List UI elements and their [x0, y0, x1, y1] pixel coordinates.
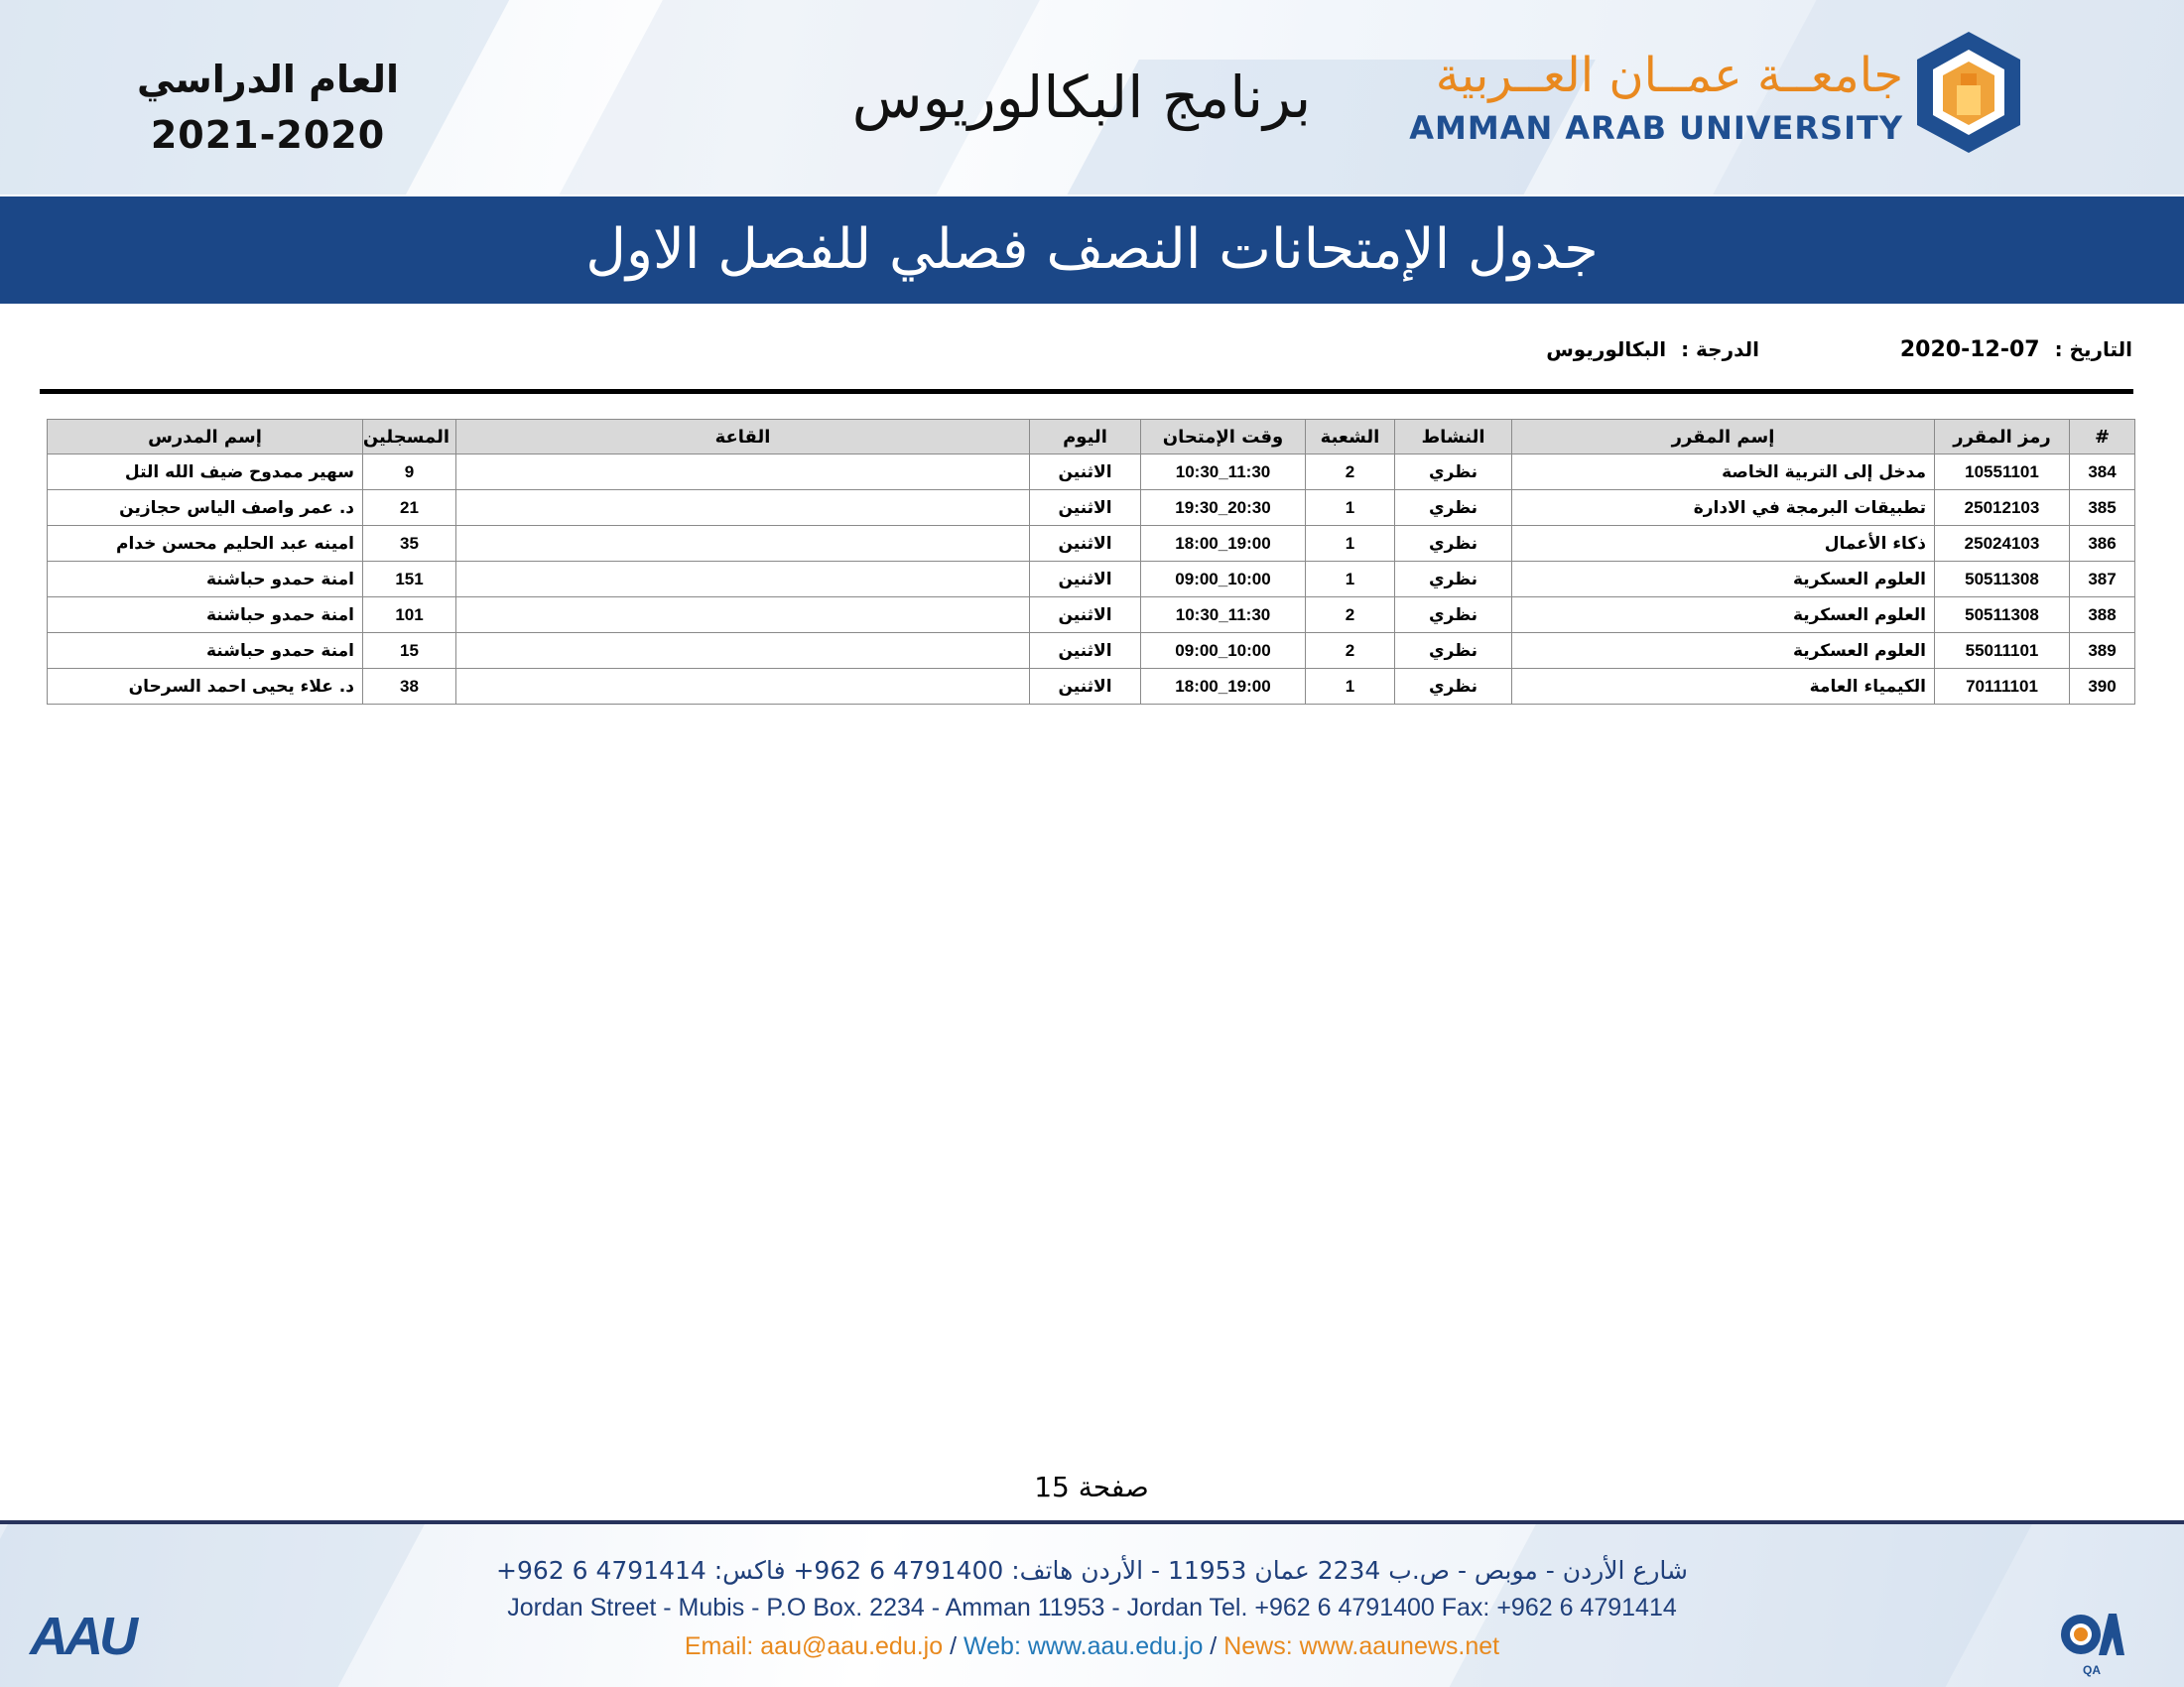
cell-instructor: امنة حمدو حباشنة	[48, 633, 363, 669]
cell-course-name: مدخل إلى التربية الخاصة	[1512, 454, 1935, 490]
degree-value: البكالوريوس	[1546, 337, 1667, 361]
cell-hall	[456, 454, 1030, 490]
table-row	[48, 597, 2135, 633]
university-name-ar: جامعــة عمــان العــربية	[1435, 48, 1903, 103]
col-header-enrolled: المسجلين	[363, 420, 456, 454]
cell-activity: نظري	[1395, 526, 1512, 562]
cell-hall	[456, 562, 1030, 597]
cell-enrolled: 101	[363, 597, 456, 633]
table-row	[48, 633, 2135, 669]
cell-enrolled: 21	[363, 490, 456, 526]
academic-year-range: 2021-2020	[150, 113, 386, 157]
cell-activity: نظري	[1395, 633, 1512, 669]
cell-day: الاثنين	[1030, 490, 1141, 526]
col-header-number: #	[2070, 420, 2135, 454]
cell-day: الاثنين	[1030, 562, 1141, 597]
academic-year	[119, 52, 417, 163]
cell-number: 388	[2070, 597, 2135, 633]
university-logo	[1409, 28, 2114, 157]
cell-course-code: 25012103	[1935, 490, 2070, 526]
footer-address-ar: شارع الأردن - موبص - ص.ب 2234 عمان 11953 - الأردن هاتف: 4791400 6 962+ فاكس: 4791414 6 962+	[495, 1556, 1688, 1585]
qa-logo-text: QA	[2083, 1663, 2101, 1677]
cell-course-code: 70111101	[1935, 669, 2070, 705]
cell-exam-time: 09:00_10:00	[1141, 562, 1306, 597]
cell-enrolled: 15	[363, 633, 456, 669]
cell-course-name: العلوم العسكرية	[1512, 562, 1935, 597]
degree-field	[1546, 337, 1759, 361]
exam-schedule-table	[47, 419, 2135, 705]
cell-exam-time: 19:30_20:30	[1141, 490, 1306, 526]
table-row	[48, 454, 2135, 490]
footer-address-en: Jordan Street - Mubis - P.O Box. 2234 - Amman 11953 - Jordan Tel. +962 6 4791400 Fax: +962 6 4791414	[507, 1594, 1677, 1622]
col-header-section: الشعبة	[1306, 420, 1395, 454]
cell-day: الاثنين	[1030, 597, 1141, 633]
table-row	[48, 490, 2135, 526]
cell-course-name: العلوم العسكرية	[1512, 597, 1935, 633]
col-header-instructor: إسم المدرس	[48, 420, 363, 454]
cell-course-name: ذكاء الأعمال	[1512, 526, 1935, 562]
col-header-course-code: رمز المقرر	[1935, 420, 2070, 454]
cell-hall	[456, 633, 1030, 669]
cell-activity: نظري	[1395, 454, 1512, 490]
cell-day: الاثنين	[1030, 633, 1141, 669]
cell-enrolled: 9	[363, 454, 456, 490]
qa-badge-icon	[2059, 1608, 2124, 1661]
cell-hall	[456, 526, 1030, 562]
cell-number: 389	[2070, 633, 2135, 669]
cell-activity: نظري	[1395, 669, 1512, 705]
cell-exam-time: 10:30_11:30	[1141, 597, 1306, 633]
cell-course-name: العلوم العسكرية	[1512, 633, 1935, 669]
col-header-activity: النشاط	[1395, 420, 1512, 454]
cell-course-code: 50511308	[1935, 562, 2070, 597]
cell-number: 384	[2070, 454, 2135, 490]
degree-label: الدرجة :	[1681, 337, 1759, 361]
cell-number: 386	[2070, 526, 2135, 562]
cell-course-code: 25024103	[1935, 526, 2070, 562]
title-banner	[0, 196, 2184, 304]
university-name-en: AMMAN ARAB UNIVERSITY	[1409, 109, 1903, 147]
cell-hall	[456, 490, 1030, 526]
cell-section: 1	[1306, 669, 1395, 705]
col-header-hall: القاعة	[456, 420, 1030, 454]
cell-activity: نظري	[1395, 597, 1512, 633]
cell-instructor: د. عمر واصف الياس حجازين	[48, 490, 363, 526]
footer-separator: /	[1203, 1632, 1224, 1660]
header-divider	[40, 389, 2133, 394]
cell-day: الاثنين	[1030, 669, 1141, 705]
cell-instructor: د. علاء يحيى احمد السرحان	[48, 669, 363, 705]
page-number: صفحة 15	[1034, 1471, 1149, 1503]
cell-exam-time: 18:00_19:00	[1141, 526, 1306, 562]
table-row	[48, 669, 2135, 705]
cell-activity: نظري	[1395, 562, 1512, 597]
cell-enrolled: 38	[363, 669, 456, 705]
cell-enrolled: 35	[363, 526, 456, 562]
cell-number: 390	[2070, 669, 2135, 705]
cell-instructor: امينه عبد الحليم محسن خدام	[48, 526, 363, 562]
footer-separator: /	[943, 1632, 964, 1660]
footer-links	[0, 1632, 2184, 1661]
table-row	[48, 562, 2135, 597]
program-title: برنامج البكالوريوس	[851, 64, 1312, 131]
col-header-day: اليوم	[1030, 420, 1141, 454]
footer-web-link[interactable]: Web: www.aau.edu.jo	[964, 1632, 1204, 1660]
date-value: 07-12-2020	[1899, 337, 2040, 362]
cell-exam-time: 18:00_19:00	[1141, 669, 1306, 705]
date-field	[1900, 337, 2132, 362]
university-emblem-icon	[1911, 28, 2026, 157]
cell-section: 2	[1306, 454, 1395, 490]
cell-course-name: الكيمياء العامة	[1512, 669, 1935, 705]
cell-hall	[456, 669, 1030, 705]
footer-email-link[interactable]: Email: aau@aau.edu.jo	[684, 1632, 944, 1660]
cell-course-code: 10551101	[1935, 454, 2070, 490]
table-row	[48, 526, 2135, 562]
cell-course-code: 50511308	[1935, 597, 2070, 633]
cell-hall	[456, 597, 1030, 633]
cell-section: 2	[1306, 633, 1395, 669]
date-label: التاريخ :	[2054, 337, 2132, 361]
cell-enrolled: 151	[363, 562, 456, 597]
cell-day: الاثنين	[1030, 526, 1141, 562]
col-header-course-name: إسم المقرر	[1512, 420, 1935, 454]
cell-exam-time: 09:00_10:00	[1141, 633, 1306, 669]
col-header-exam-time: وقت الإمتحان	[1141, 420, 1306, 454]
cell-instructor: امنة حمدو حباشنة	[48, 597, 363, 633]
cell-instructor: سهير ممدوح ضيف الله التل	[48, 454, 363, 490]
cell-course-name: تطبيقات البرمجة في الادارة	[1512, 490, 1935, 526]
footer-news-link[interactable]: News: www.aaunews.net	[1223, 1632, 1500, 1660]
cell-section: 1	[1306, 526, 1395, 562]
table-header-row	[48, 420, 2135, 454]
cell-exam-time: 10:30_11:30	[1141, 454, 1306, 490]
cell-course-code: 55011101	[1935, 633, 2070, 669]
cell-instructor: امنة حمدو حباشنة	[48, 562, 363, 597]
aau-logo: AAU	[30, 1607, 134, 1666]
cell-number: 387	[2070, 562, 2135, 597]
cell-activity: نظري	[1395, 490, 1512, 526]
academic-year-label: العام الدراسي	[136, 58, 400, 101]
cell-section: 2	[1306, 597, 1395, 633]
schedule-title: جدول الإمتحانات النصف فصلي للفصل الاول	[585, 217, 1599, 282]
cell-day: الاثنين	[1030, 454, 1141, 490]
cell-section: 1	[1306, 562, 1395, 597]
cell-section: 1	[1306, 490, 1395, 526]
cell-number: 385	[2070, 490, 2135, 526]
